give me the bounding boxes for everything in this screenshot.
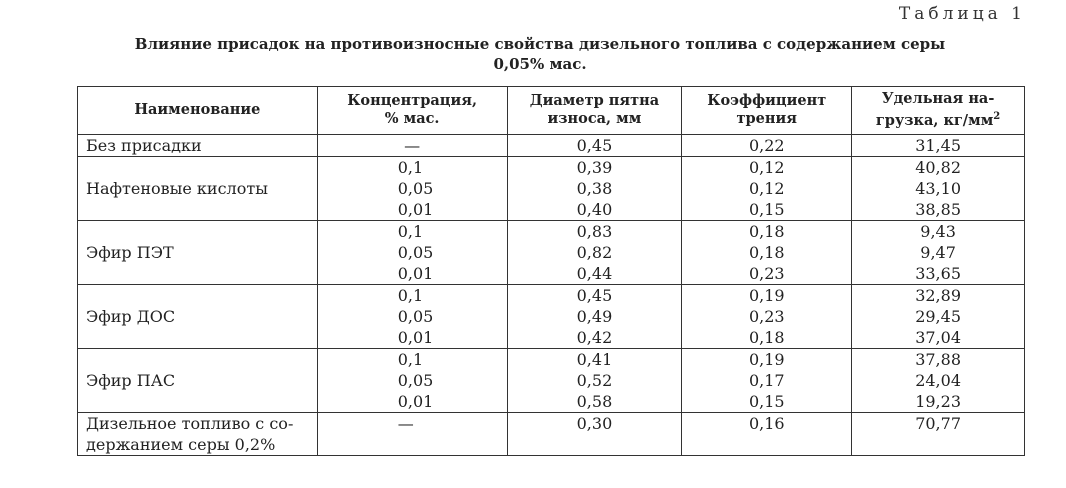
cell-name: Без присадки <box>78 134 318 156</box>
cell-concentration: 0,01 <box>317 199 507 221</box>
cell-diameter: 0,45 <box>507 284 682 306</box>
cell-name-line-1: Дизельное топливо с со- <box>86 413 294 433</box>
cell-diameter: 0,44 <box>507 263 682 285</box>
cell-diameter: 0,39 <box>507 156 682 178</box>
cell-concentration: 0,01 <box>317 327 507 349</box>
cell-friction: 0,18 <box>682 220 852 242</box>
cell-diameter: 0,40 <box>507 199 682 221</box>
cell-friction: 0,19 <box>682 348 852 370</box>
header-concentration-line-2: % мас. <box>384 109 440 127</box>
cell-concentration: 0,1 <box>317 348 507 370</box>
header-load-superscript: 2 <box>993 111 1001 122</box>
cell-load: 9,47 <box>852 242 1025 263</box>
table-row <box>78 284 1025 306</box>
cell-concentration: — <box>317 134 507 156</box>
cell-name: Эфир ПЭТ <box>78 220 318 284</box>
cell-name-line-2: держанием серы 0,2% <box>86 434 276 454</box>
table-row <box>78 156 1025 178</box>
cell-friction: 0,15 <box>682 199 852 221</box>
header-friction-line-2: трения <box>736 109 797 127</box>
cell-friction: 0,12 <box>682 178 852 199</box>
data-table <box>77 86 1025 456</box>
cell-concentration: 0,1 <box>317 220 507 242</box>
table-caption <box>100 34 980 74</box>
cell-name: Эфир ПАС <box>78 348 318 412</box>
cell-diameter: 0,41 <box>507 348 682 370</box>
cell-concentration: 0,05 <box>317 178 507 199</box>
cell-load: 24,04 <box>852 370 1025 391</box>
cell-concentration: 0,01 <box>317 391 507 413</box>
header-load <box>852 87 1025 135</box>
table-row-diesel <box>78 412 1025 455</box>
header-diameter <box>507 87 682 135</box>
cell-friction: 0,23 <box>682 306 852 327</box>
cell-load: 70,77 <box>852 412 1025 455</box>
cell-friction: 0,15 <box>682 391 852 413</box>
header-friction-line-1: Коэффициент <box>707 91 827 109</box>
cell-load: 43,10 <box>852 178 1025 199</box>
cell-load: 32,89 <box>852 284 1025 306</box>
caption-line-2: 0,05% мас. <box>493 55 587 73</box>
cell-friction: 0,22 <box>682 134 852 156</box>
table-row <box>78 348 1025 370</box>
cell-concentration: 0,1 <box>317 156 507 178</box>
cell-friction: 0,18 <box>682 242 852 263</box>
cell-load: 37,04 <box>852 327 1025 349</box>
cell-friction: 0,23 <box>682 263 852 285</box>
cell-friction: 0,18 <box>682 327 852 349</box>
cell-friction: 0,17 <box>682 370 852 391</box>
header-friction <box>682 87 852 135</box>
cell-concentration: — <box>317 412 507 455</box>
cell-concentration: 0,05 <box>317 306 507 327</box>
cell-load: 19,23 <box>852 391 1025 413</box>
cell-diameter: 0,30 <box>507 412 682 455</box>
cell-load: 37,88 <box>852 348 1025 370</box>
header-row <box>78 87 1025 135</box>
cell-load: 40,82 <box>852 156 1025 178</box>
table-number: Таблица 1 <box>898 4 1026 24</box>
header-name: Наименование <box>78 87 318 135</box>
header-concentration <box>317 87 507 135</box>
cell-diameter: 0,38 <box>507 178 682 199</box>
cell-friction: 0,19 <box>682 284 852 306</box>
cell-name: Нафтеновые кислоты <box>78 156 318 220</box>
cell-load: 29,45 <box>852 306 1025 327</box>
cell-load: 9,43 <box>852 220 1025 242</box>
header-diameter-line-2: износа, мм <box>547 109 642 127</box>
cell-name: Эфир ДОС <box>78 284 318 348</box>
caption-line-1: Влияние присадок на противоизносные свойства дизельного топлива с содержанием серы <box>134 35 946 53</box>
cell-load: 38,85 <box>852 199 1025 221</box>
cell-diameter: 0,42 <box>507 327 682 349</box>
cell-concentration: 0,05 <box>317 242 507 263</box>
cell-diameter: 0,82 <box>507 242 682 263</box>
table-row-no-additive <box>78 134 1025 156</box>
cell-friction: 0,16 <box>682 412 852 455</box>
header-load-line-1: Удельная на- <box>881 90 995 107</box>
cell-diameter: 0,45 <box>507 134 682 156</box>
cell-diameter: 0,83 <box>507 220 682 242</box>
table-row <box>78 220 1025 242</box>
cell-name <box>78 412 318 455</box>
cell-diameter: 0,58 <box>507 391 682 413</box>
header-load-line-2: грузка, кг/мм <box>875 111 994 129</box>
cell-diameter: 0,49 <box>507 306 682 327</box>
cell-concentration: 0,05 <box>317 370 507 391</box>
cell-concentration: 0,01 <box>317 263 507 285</box>
cell-load: 33,65 <box>852 263 1025 285</box>
cell-concentration: 0,1 <box>317 284 507 306</box>
cell-friction: 0,12 <box>682 156 852 178</box>
header-concentration-line-1: Концентрация, <box>347 91 478 109</box>
cell-diameter: 0,52 <box>507 370 682 391</box>
header-diameter-line-1: Диаметр пятна <box>529 91 660 109</box>
cell-load: 31,45 <box>852 134 1025 156</box>
